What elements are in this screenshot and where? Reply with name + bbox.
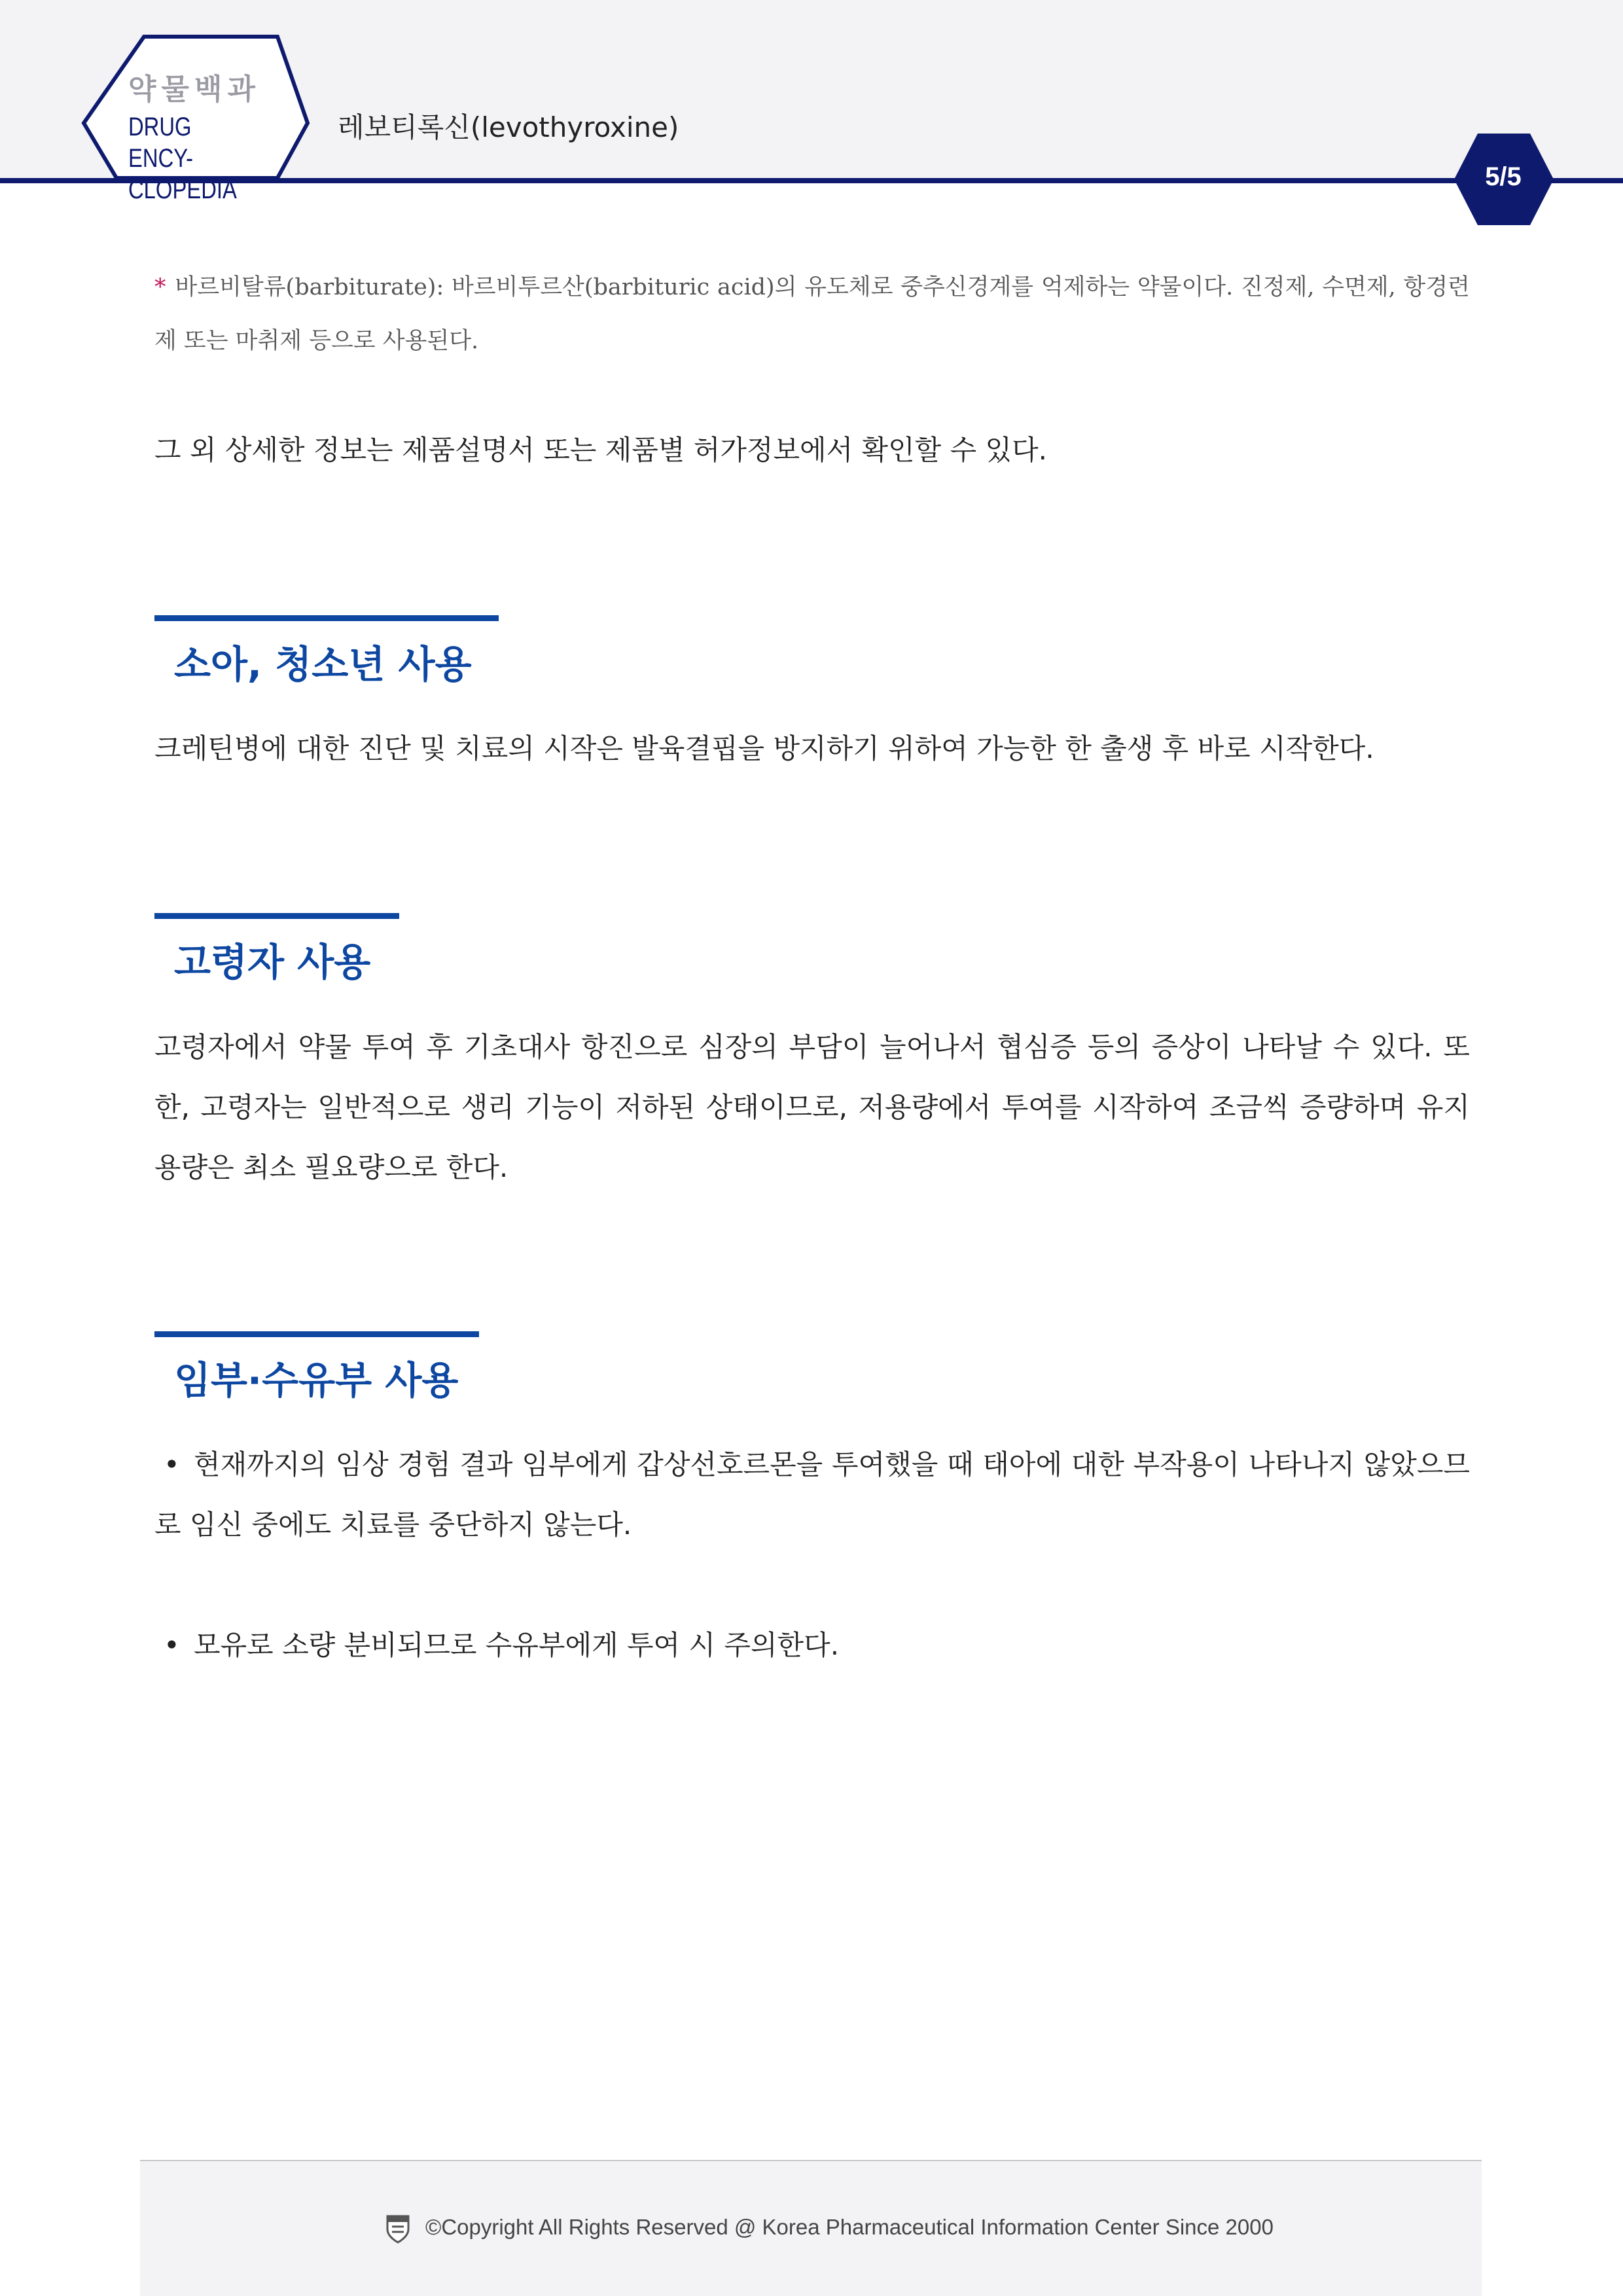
section-paragraph-pediatric: 크레틴병에 대한 진단 및 치료의 시작은 발육결핍을 방지하기 위하여 가능한 한 출생 후 바로 시작한다. [154, 732, 1374, 764]
section-bar-elderly [154, 913, 399, 919]
logo-english-text: DRUG ENCY- CLOPEDIA [128, 113, 237, 204]
shield-crest-icon [385, 2214, 411, 2244]
section-title-elderly: 고령자 사용 [174, 940, 371, 984]
section-title-pregnancy: 임부·수유부 사용 [174, 1358, 459, 1403]
section-paragraph-elderly: 고령자에서 약물 투여 후 기초대사 항진으로 심장의 부담이 늘어나서 협심증 등의 증상이 나타날 수 있다. 또한, 고령자는 일반적으로 생리 기능이 저하된 상태이므로, 저용량에서 투여를 시작하여 조금씩 증량하며 유지용량은 최소 필요량으로 한다. [154, 1031, 1470, 1183]
intro-paragraph: 그 외 상세한 정보는 제품설명서 또는 제품별 허가정보에서 확인할 수 있다. [154, 434, 1048, 466]
list-item-text: 현재까지의 임상 경험 결과 임부에게 갑상선호르몬을 투여했을 때 태아에 대한 부작용이 나타나지 않았으므로 임신 중에도 치료를 중단하지 않는다. [154, 1448, 1470, 1541]
bullet-dot: • [164, 1629, 180, 1661]
footnote [154, 260, 1470, 368]
bullet-dot: • [164, 1448, 180, 1480]
list-item-text: 모유로 소량 분비되므로 수유부에게 투여 시 주의한다. [194, 1629, 840, 1661]
footer-copyright: ©Copyright All Rights Reserved @ Korea Pharmaceutical Information Center Since 2000 [425, 2215, 1274, 2239]
list-item [154, 1435, 1470, 1555]
logo-korean-text: 약물백과 [128, 73, 261, 106]
section-bar-pregnancy [154, 1331, 479, 1337]
section-bar-pediatric [154, 615, 499, 621]
footnote-mark: * [154, 274, 166, 300]
page-number: 5/5 [1485, 162, 1522, 191]
list-item [154, 1615, 1470, 1676]
document-title: 레보티록신(levothyroxine) [338, 111, 679, 143]
footnote-text: 바르비탈류(barbiturate): 바르비투르산(barbituric acid)의 유도체로 중추신경계를 억제하는 약물이다. 진정제, 수면제, 항경련제 또는 마취제 등으로 사용된다. [154, 274, 1470, 354]
section-title-pediatric: 소아, 청소년 사용 [174, 642, 472, 687]
